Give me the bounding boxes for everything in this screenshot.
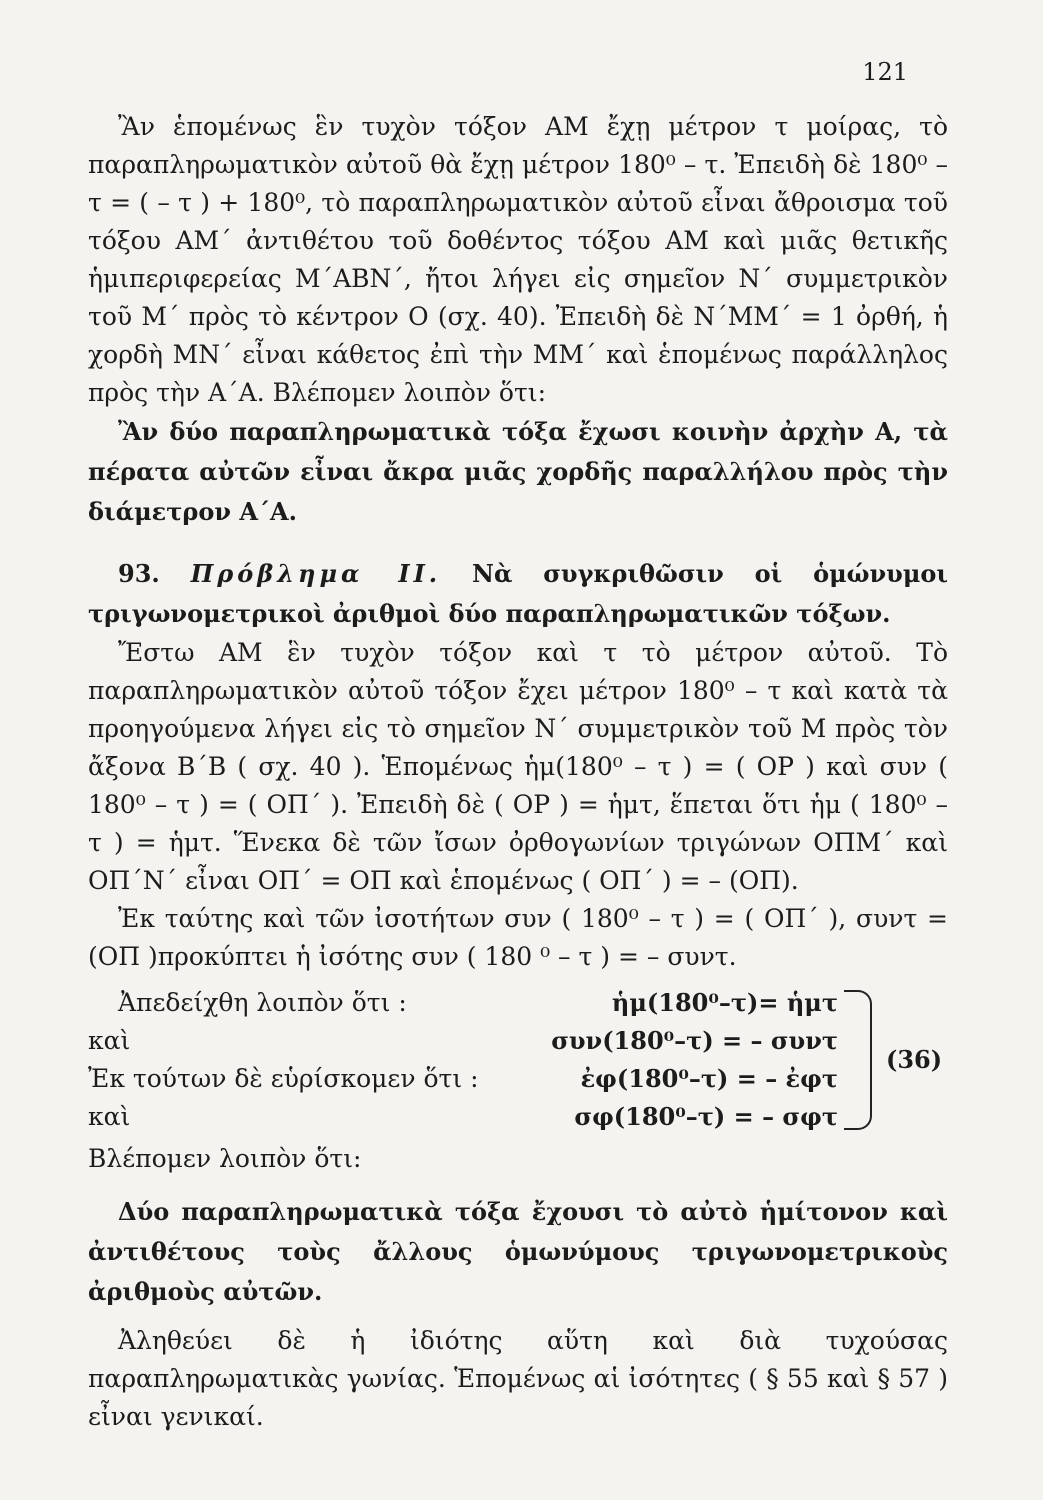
section-number: 93. [118,559,160,588]
paragraph-intro: Ἂν ἑπομένως ἓν τυχὸν τόξον ΑΜ ἔχῃ μέτρον τ μοίρας, τὸ παραπληρωματικὸν αὐτοῦ θὰ ἔχῃ μέτρον 180⁰ – τ. Ἐπειδὴ δὲ 180⁰ – τ = ( – τ ) + 180⁰, τὸ παραπληρωματικὸν αὐτοῦ εἶναι ἄθροισμα τοῦ τόξου ΑΜ΄ ἀντιθέτου τοῦ δοθέντος τόξου ΑΜ καὶ μιᾶς θετικῆς ἡμιπεριφερείας Μ΄ΑΒΝ΄, ἤτοι λήγει εἰς σημεῖον Ν΄ συμμετρικὸν τοῦ Μ΄ πρὸς τὸ κέντρον Ο (σχ. 40). Ἐπειδὴ δὲ Ν΄ΜΜ΄ = 1 ὀρθή, ἡ χορδὴ ΜΝ΄ εἶναι κάθετος ἐπὶ τὴν ΜΜ΄ καὶ ἑπομένως παράλληλος πρὸς τὴν Α΄Α. Βλέπομεν λοιπὸν ὅτι: [88,112,948,407]
problem-heading [88,554,948,634]
page-number: 121 [862,58,908,86]
problem-title: Πρόβλημα ΙΙ. [190,559,442,588]
eq-label: Ἐκ τούτων δὲ εὑρίσκομεν ὅτι : [88,1064,479,1093]
page-body [88,108,948,1436]
conclusion-statement: Δύο παραπληρωματικὰ τόξα ἔχουσι τὸ αὐτὸ ἡμίτονον καὶ ἀντιθέτους τοὺς ἄλλους ὁμωνύμους τριγωνομετρικοὺς ἀριθμοὺς αὐτῶν. [88,1197,948,1306]
paragraph-final: Ἀληθεύει δὲ ἡ ἰδιότης αὕτη καὶ διὰ τυχούσας παραπληρωματικὰς γωνίας. Ἑπομένως αἱ ἰσότητες ( § 55 καὶ § 57 ) εἶναι γενικαί. [88,1326,948,1431]
formula-tan: ἐφ(180⁰–τ) = – ἐφτ [580,1064,838,1093]
eq-label: Ἀπεδείχθη λοιπὸν ὅτι : [118,988,407,1017]
problem-statement: Νὰ συγκριθῶσιν οἱ ὁμώνυμοι τριγωνομετρικοὶ ἀριθμοὶ δύο παραπληρωματικῶν τόξων. [88,559,949,628]
formula-cos: συν(180⁰–τ) = – συντ [551,1026,838,1055]
equation-labels [88,984,508,1136]
equation-block [88,984,948,1136]
paragraph-see: Βλέπομεν λοιπὸν ὅτι: [88,1144,362,1173]
theorem-statement: Ἂν δύο παραπληρωματικὰ τόξα ἔχωσι κοινὴν ἀρχὴν Α, τὰ πέρατα αὐτῶν εἶναι ἄκρα μιᾶς χορδῆς παραλλήλου πρὸς τὴν διάμετρον Α΄Α. [88,417,948,526]
eq-label: καὶ [88,1102,131,1131]
equation-number: (36) [886,1045,943,1074]
right-brace [844,990,872,1130]
formula-sin: ἡμ(180⁰–τ)= ἡμτ [611,988,838,1017]
eq-label: καὶ [88,1026,131,1055]
equation-formulas [508,984,838,1136]
paragraph-proof: Ἔστω ΑΜ ἓν τυχὸν τόξον καὶ τ τὸ μέτρον αὐτοῦ. Τὸ παραπληρωματικὸν αὐτοῦ τόξον ἔχει μέτρον 180⁰ – τ καὶ κατὰ τὰ προηγούμενα λήγει εἰς τὸ σημεῖον Ν΄ συμμετρικὸν τοῦ Μ πρὸς τὸν ἄξονα Β΄Β ( σχ. 40 ). Ἑπομένως ἡμ(180⁰ – τ ) = ( ΟΡ ) καὶ συν ( 180⁰ – τ ) = ( ΟΠ΄ ). Ἐπειδὴ δὲ ( ΟΡ ) = ἡμτ, ἕπεται ὅτι ἡμ ( 180⁰ – τ ) = ἡμτ. Ἕνεκα δὲ τῶν ἴσων ὀρθογωνίων τριγώνων ΟΠΜ΄ καὶ ΟΠ΄Ν΄ εἶναι ΟΠ΄ = ΟΠ καὶ ἑπομένως ( ΟΠ΄ ) = – (ΟΠ). [88,638,948,895]
formula-cot: σφ(180⁰–τ) = – σφτ [574,1102,838,1131]
paragraph-identity: Ἐκ ταύτης καὶ τῶν ἰσοτήτων συν ( 180⁰ – τ ) = ( ΟΠ΄ ), συντ = (ΟΠ )προκύπτει ἡ ἰσότης συν ( 180 ⁰ – τ ) = – συντ. [88,904,948,971]
